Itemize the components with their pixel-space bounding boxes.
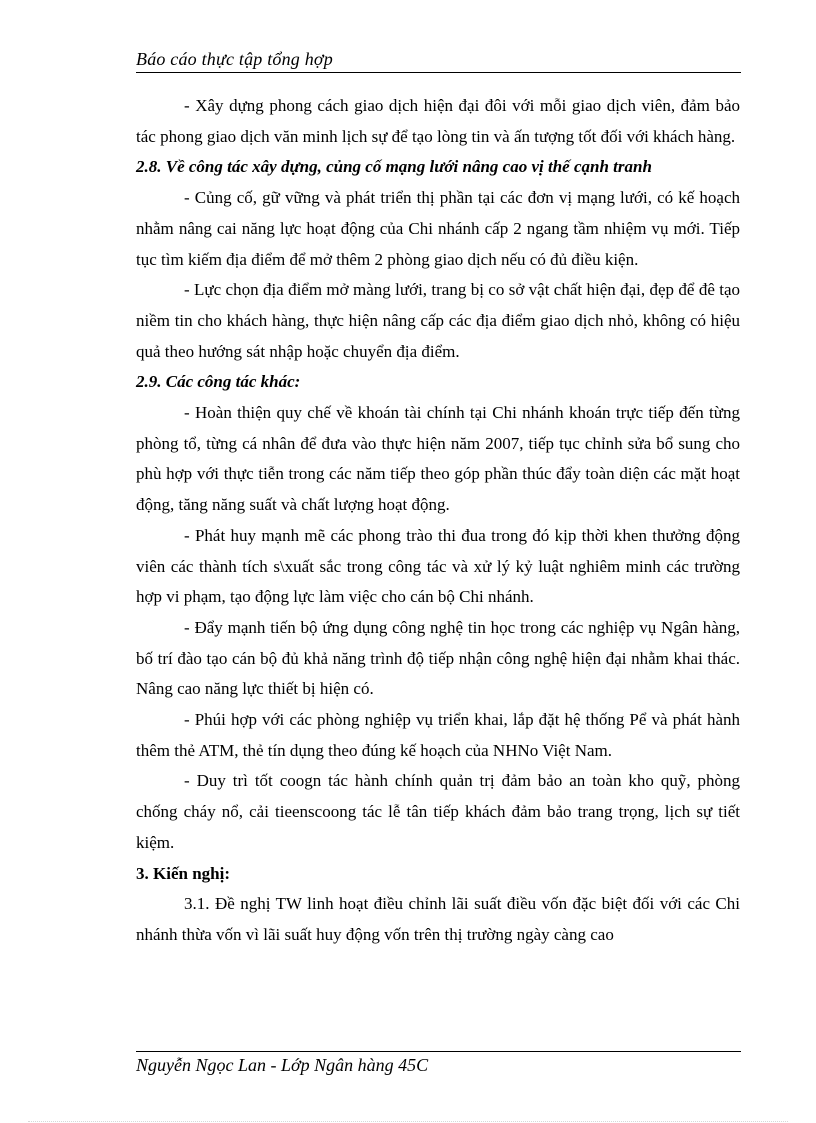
section-heading: 2.8. Về công tác xây dựng, củng cố mạng lưới nâng cao vị thế cạnh tranh [136,157,652,177]
paragraph: - Phúi hợp với các phòng nghiệp vụ triển khai, lắp đặt hệ thống Pể và phát hành thêm thẻ ATM, thẻ tín dụng theo đúng kế hoạch của NHNo Việt Nam. [136,710,740,760]
paragraph: - Xây dựng phong cách giao dịch hiện đại đôi với mỗi giao dịch viên, đảm bảo tác phong giao dịch văn minh lịch sự để tạo lòng tin và ấn tượng tốt đối với khách hàng. [136,96,740,146]
footer-author: Nguyễn Ngọc Lan - Lớp Ngân hàng 45C [136,1055,429,1075]
document-body [136,91,740,951]
page-edge-divider [28,1121,788,1122]
paragraph: - Phát huy mạnh mẽ các phong trào thi đua trong đó kịp thời khen thưởng động viên các thành tích s\xuất sắc trong công tác và xử lý kỷ luật nghiêm minh các trường hợp vi phạm, tạo động lực làm việc cho cán bộ Chi nhánh. [136,525,740,607]
page-footer [136,1051,741,1075]
document-title: Báo cáo thực tập tổng hợp [136,49,333,69]
paragraph: 3.1. Đề nghị TW linh hoạt điều chỉnh lãi suất điều vốn đặc biệt đối với các Chi nhánh thừa vốn vì lãi suất huy động vốn trên thị trường ngày càng cao [136,894,740,944]
section-heading: 2.9. Các công tác khác: [136,372,301,392]
paragraph: - Lực chọn địa điểm mở màng lưới, trang bị co sở vật chất hiện đại, đẹp để đê tạo niềm tin cho khách hàng, thực hiện nâng cấp các địa điểm giao dịch nhỏ, không có hiệu quả theo hướng sát nhập hoặc chuyển địa điểm. [136,280,740,361]
page-header [136,46,741,73]
paragraph: - Hoàn thiện quy chế về khoán tài chính tại Chi nhánh khoán trực tiếp đến từng phòng tổ, từng cá nhân để đưa vào thực hiện năm 2007, tiếp tục chỉnh sửa bổ sung cho phù hợp với thực tiễn trong các năm tiếp theo góp phần thúc đẩy toàn diện các mặt hoạt động, tăng năng suất và chất lượng hoạt động. [136,403,740,515]
paragraph: - Đẩy mạnh tiến bộ ứng dụng công nghệ tin học trong các nghiệp vụ Ngân hàng, bố trí đào tạo cán bộ đủ khả năng trình độ tiếp nhận công nghệ hiện đại nhằm khai thác. Nâng cao năng lực thiết bị hiện có. [136,617,740,699]
paragraph: - Duy trì tốt coogn tác hành chính quản trị đảm bảo an toàn kho quỹ, phòng chống cháy nổ, cải tieenscoong tác lễ tân tiếp khách đảm bảo trang trọng, lịch sự tiết kiệm. [136,771,740,852]
paragraph: - Củng cố, gữ vững và phát triển thị phần tại các đơn vị mạng lưới, có kế hoạch nhằm nâng cai năng lực hoạt động của Chi nhánh cấp 2 ngang tầm nhiệm vụ mới. Tiếp tục tìm kiếm địa điểm để mở thêm 2 phòng giao dịch nếu có đủ điều kiện. [136,188,740,269]
section-heading: 3. Kiến nghị: [136,863,230,883]
